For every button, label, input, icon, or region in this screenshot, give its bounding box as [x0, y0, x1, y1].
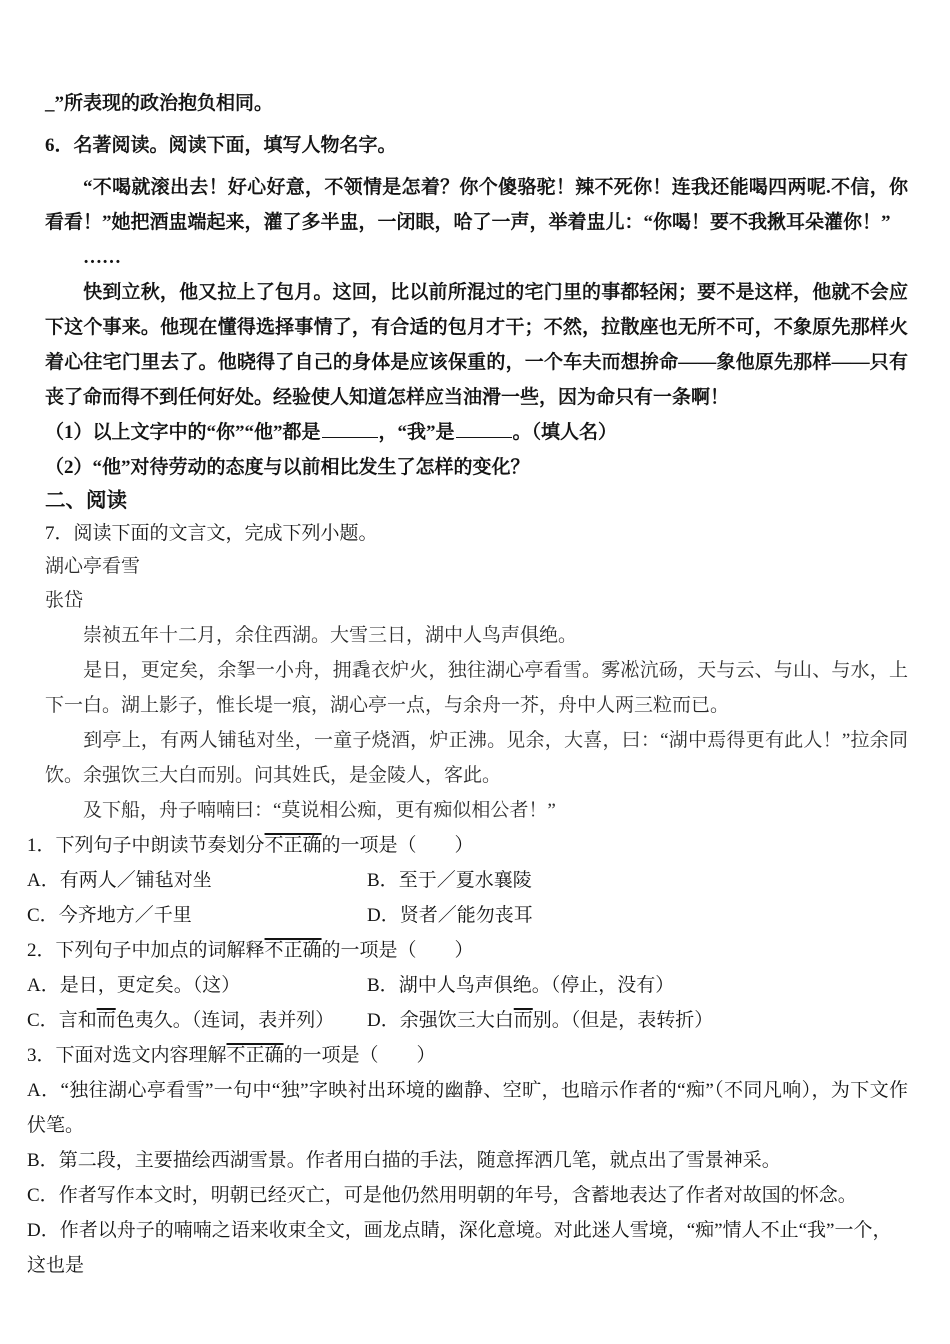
option-a-pre: 是日，更定矣。（这） — [59, 975, 241, 996]
q6-sub1-mid: ，“我”是 — [378, 422, 455, 443]
q6-excerpt-paragraph-2 — [45, 275, 908, 415]
passage-author: 张岱 — [45, 590, 84, 611]
q6-sub1-pre: （1）以上文字中的“你”“他”都是 — [45, 422, 321, 443]
q7-sub3-option-c — [27, 1178, 908, 1213]
emphasis-overline-segment: 而 — [513, 1010, 533, 1031]
option-c-text: 今齐地方／千里 — [58, 905, 192, 926]
passage-paragraph-2 — [45, 653, 908, 723]
q7-sub3-stem-pre: 下面对选文内容理解 — [55, 1045, 227, 1066]
q7-sub3-number: 3． — [27, 1045, 56, 1066]
emphasis-overline-segment: 而 — [96, 1010, 116, 1031]
q7-sub1-options-row-1 — [27, 863, 908, 898]
q6-excerpt-paragraph-2-text: 快到立秋，他又拉上了包月。这回，比以前所混过的宅门里的事都轻闲；要不是这样，他就不会应下这个事来。他现在懂得选择事情了，有合适的包月才干；不然，拉散座也无所不可，不象原先那样火着心往宅门里去了。他晓得了自己的身体是应该保重的，一个车夫而想拚命——象他原先那样——只有丧了命而得不到任何好处。经验使人知道怎样应当油滑一些，因为命只有一条啊！ — [45, 282, 908, 408]
emphasis-overline-segment: 不正确 — [264, 940, 322, 961]
q7-sub2-stem-pre: 下列句子中加点的词解释 — [55, 940, 265, 961]
question-6-stem-text: 名著阅读。阅读下面，填写人物名字。 — [73, 135, 397, 156]
q7-sub3-option-b — [27, 1143, 908, 1178]
option-c-label: C． — [27, 1010, 59, 1031]
option-b — [367, 863, 908, 898]
q7-sub1-stem-pre: 下列句子中朗读节奏划分 — [55, 835, 265, 856]
q6-subquestion-2: （2）“他”对待劳动的态度与以前相比发生了怎样的变化？ — [45, 457, 530, 478]
passage-paragraph-4: 及下船，舟子喃喃曰：“莫说相公痴，更有痴似相公者！” — [83, 800, 556, 821]
q6-excerpt-ellipsis: …… — [83, 247, 121, 268]
option-d — [367, 1003, 908, 1038]
option-b-pre: 湖中人鸟声俱绝。（停止，没有） — [398, 975, 675, 996]
q7-sub1-options-row-2 — [27, 898, 908, 933]
emphasis-overline-segment: 不正确 — [226, 1045, 284, 1066]
q7-sub2-options-row-1 — [27, 968, 908, 1003]
option-b — [367, 968, 908, 1003]
passage-paragraph-1: 崇祯五年十二月，余住西湖。大雪三日，湖中人鸟声俱绝。 — [83, 625, 578, 646]
q6-subquestion-1 — [45, 415, 908, 450]
q7-sub3-option-a — [27, 1073, 908, 1143]
option-d-text: 作者以舟子的喃喃之语来收束全文，画龙点睛，深化意境。对此迷人雪境，“痴”情人不止“我”一个，这也是 — [27, 1220, 892, 1276]
section-2-heading: 二、阅读 — [45, 490, 127, 512]
option-d-label: D． — [367, 905, 400, 926]
question-7-number: 7． — [45, 523, 74, 544]
option-c-label: C． — [27, 1185, 59, 1206]
option-c-text: 作者写作本文时，明朝已经灭亡，可是他仍然用明朝的年号，含蓄地表达了作者对故国的怀念。 — [58, 1185, 857, 1206]
option-a — [27, 968, 367, 1003]
option-d — [367, 898, 908, 933]
question-6-stem — [45, 128, 908, 163]
q7-sub3-option-d — [27, 1213, 908, 1283]
q6-excerpt-paragraph-1-text: “不喝就滚出去！好心好意，不领情是怎着？你个傻骆驼！辣不死你！连我还能喝四两呢.不信，你看看！”她把酒盅端起来，灌了多半盅，一闭眼，哈了一声，举着盅儿：“你喝！要不我揪耳朵灌你！” — [45, 177, 908, 233]
q7-sub2-options-row-2 — [27, 1003, 908, 1038]
q7-sub2-number: 2． — [27, 940, 56, 961]
option-a-label: A． — [27, 975, 60, 996]
q6-sub1-post: 。（填人名） — [512, 422, 618, 443]
passage-title: 湖心亭看雪 — [45, 556, 141, 577]
passage-paragraph-2-text: 是日，更定矣，余挐一小舟，拥毳衣炉火，独往湖心亭看雪。雾凇沆砀，天与云、与山、与水，上下一白。湖上影子，惟长堤一痕，湖心亭一点，与余舟一芥，舟中人两三粒而已。 — [45, 660, 908, 716]
q7-sub3-stem — [27, 1038, 908, 1073]
option-a-text: 有两人／铺毡对坐 — [59, 870, 212, 891]
intro-tail-line: _”所表现的政治抱负相同。 — [45, 93, 274, 114]
fill-in-blank — [456, 418, 512, 438]
option-a-label: A． — [27, 870, 60, 891]
q7-sub1-number: 1． — [27, 835, 56, 856]
option-d-text: 贤者／能勿丧耳 — [399, 905, 533, 926]
question-6-number: 6． — [45, 135, 74, 156]
q6-excerpt-paragraph-1 — [45, 170, 908, 240]
option-c — [27, 898, 367, 933]
question-7-stem-text: 阅读下面的文言文，完成下列小题。 — [73, 523, 378, 544]
q7-sub3-stem-post: 的一项是（ ） — [283, 1045, 436, 1066]
option-d-post: 别。（但是，表转折） — [532, 1010, 714, 1031]
option-a — [27, 863, 367, 898]
q7-sub1-stem-post: 的一项是（ ） — [321, 835, 474, 856]
passage-paragraph-3 — [45, 723, 908, 793]
option-b-text: 至于／夏水襄陵 — [398, 870, 532, 891]
option-b-text: 第二段，主要描绘西湖雪景。作者用白描的手法，随意挥洒几笔，就点出了雪景神采。 — [58, 1150, 781, 1171]
passage-paragraph-3-text: 到亭上，有两人铺毡对坐，一童子烧酒，炉正沸。见余，大喜，曰：“湖中焉得更有此人！”拉余同饮。余强饮三大白而别。问其姓氏，是金陵人，客此。 — [45, 730, 908, 786]
option-c-pre: 言和 — [58, 1010, 97, 1031]
q7-sub2-stem — [27, 933, 908, 968]
question-7-stem — [45, 518, 908, 550]
option-d-label: D． — [367, 1010, 400, 1031]
fill-in-blank — [322, 418, 378, 438]
emphasis-overline-segment: 不正确 — [264, 835, 322, 856]
option-d-label: D． — [27, 1220, 60, 1241]
option-a-text: “独往湖心亭看雪”一句中“独”字映衬出环境的幽静、空旷，也暗示作者的“痴”（不同凡响），为下文作伏笔。 — [27, 1080, 908, 1136]
q7-sub2-stem-post: 的一项是（ ） — [321, 940, 474, 961]
option-b-label: B． — [367, 975, 399, 996]
option-c-label: C． — [27, 905, 59, 926]
option-d-pre: 余强饮三大白 — [399, 1010, 514, 1031]
q7-sub1-stem — [27, 828, 908, 863]
option-b-label: B． — [27, 1150, 59, 1171]
option-c — [27, 1003, 367, 1038]
option-b-label: B． — [367, 870, 399, 891]
option-a-label: A． — [27, 1080, 61, 1101]
option-c-post: 色夷久。（连词，表并列） — [115, 1010, 335, 1031]
